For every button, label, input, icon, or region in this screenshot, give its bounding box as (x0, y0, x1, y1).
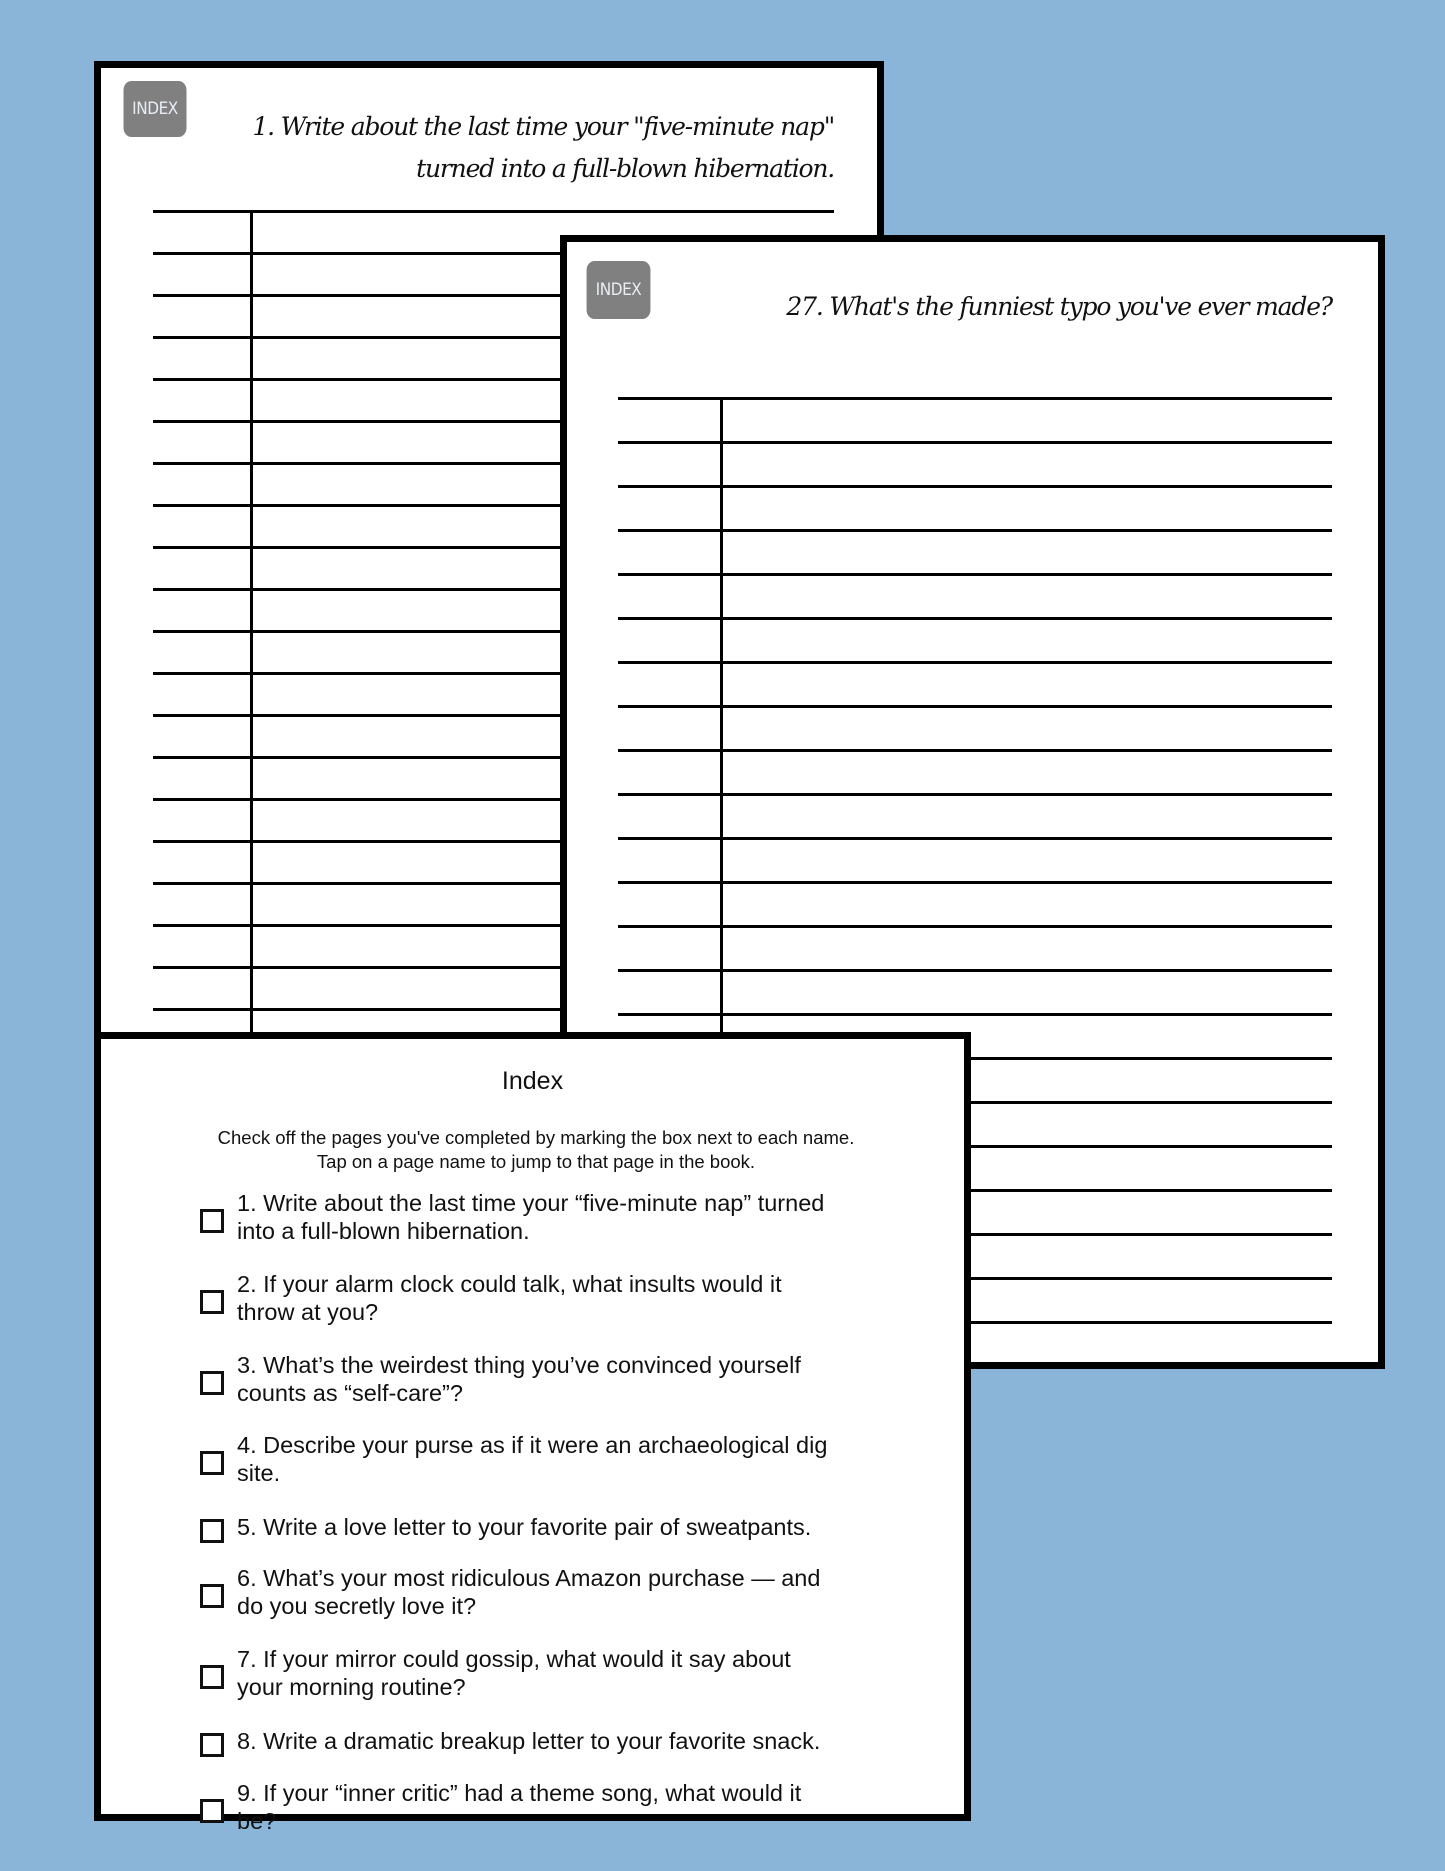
completion-checkbox[interactable] (200, 1733, 224, 1757)
index-item-link[interactable]: 9. If your “inner critic” had a theme song, what would it be? (237, 1780, 802, 1834)
writing-line (618, 1013, 1332, 1016)
completion-checkbox[interactable] (200, 1584, 224, 1608)
page-prompt: 27. What's the funniest typo you've ever made? (786, 292, 1332, 321)
index-item (200, 1270, 840, 1326)
index-item (200, 1645, 840, 1701)
writing-line (618, 661, 1332, 664)
completion-checkbox[interactable] (200, 1519, 224, 1543)
index-item-link[interactable]: 7. If your mirror could gossip, what would it say about your morning routine? (237, 1646, 791, 1700)
index-item-link[interactable]: 4. Describe your purse as if it were an archaeological dig site. (237, 1432, 828, 1486)
completion-checkbox[interactable] (200, 1209, 224, 1233)
index-item (200, 1779, 840, 1835)
index-title: Index (501, 1067, 564, 1095)
index-item-link[interactable]: 8. Write a dramatic breakup letter to your favorite snack. (237, 1728, 821, 1754)
index-item (200, 1511, 840, 1543)
index-item (200, 1564, 840, 1620)
writing-line (618, 485, 1332, 488)
index-item-link[interactable]: 1. Write about the last time your “five-minute nap” turned into a full-blown hibernation. (237, 1190, 825, 1244)
writing-line (618, 793, 1332, 796)
writing-line (618, 617, 1332, 620)
margin-line (250, 210, 253, 1070)
page-prompt: 1. Write about the last time your "five-minute nap" turned into a full-blown hibernation. (252, 112, 834, 183)
completion-checkbox[interactable] (200, 1451, 224, 1475)
writing-line (618, 529, 1332, 532)
writing-line (618, 397, 1332, 400)
index-item (200, 1431, 840, 1487)
index-item-link[interactable]: 5. Write a love letter to your favorite pair of sweatpants. (237, 1514, 812, 1540)
index-instructions: Check off the pages you've completed by marking the box next to each name. Tap on a page name to jump to that page in the book. (217, 1127, 855, 1172)
completion-checkbox[interactable] (200, 1665, 224, 1689)
writing-line (618, 969, 1332, 972)
writing-line (618, 705, 1332, 708)
completion-checkbox[interactable] (200, 1371, 224, 1395)
completion-checkbox[interactable] (200, 1799, 224, 1823)
writing-line (618, 441, 1332, 444)
index-item-link[interactable]: 6. What’s your most ridiculous Amazon purchase — and do you secretly love it? (237, 1565, 821, 1619)
index-badge-button[interactable]: INDEX (124, 81, 187, 137)
writing-line (618, 925, 1332, 928)
index-page (94, 1032, 971, 1834)
writing-line (153, 210, 834, 213)
completion-checkbox[interactable] (200, 1290, 224, 1314)
index-item-link[interactable]: 2. If your alarm clock could talk, what insults would it throw at you? (237, 1271, 782, 1325)
writing-line (618, 881, 1332, 884)
index-item (200, 1725, 840, 1757)
index-item-link[interactable]: 3. What’s the weirdest thing you’ve convinced yourself counts as “self-care”? (237, 1352, 801, 1406)
index-item (200, 1351, 840, 1407)
writing-line (618, 749, 1332, 752)
writing-line (618, 837, 1332, 840)
index-badge-button[interactable]: INDEX (587, 261, 651, 319)
index-item (200, 1189, 840, 1245)
writing-line (618, 573, 1332, 576)
